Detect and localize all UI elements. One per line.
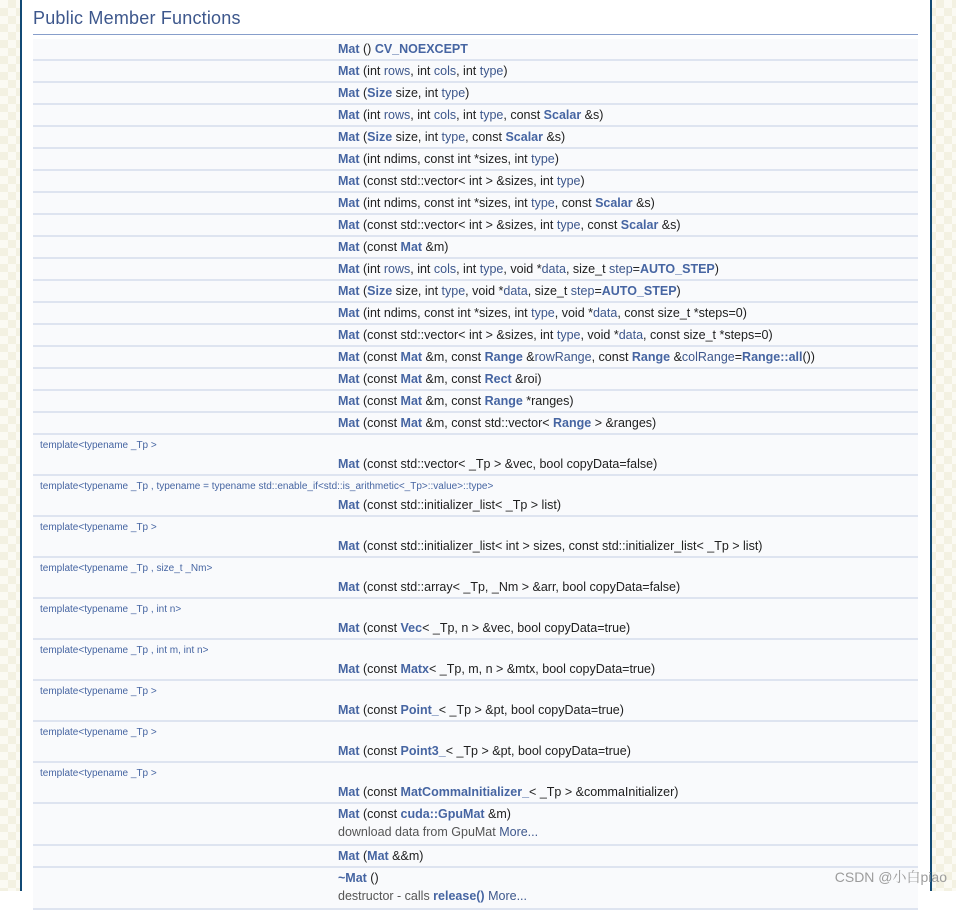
class-link[interactable]: Range — [484, 394, 523, 408]
member-function-row — [33, 804, 918, 824]
member-description-row — [33, 824, 918, 844]
return-type-cell — [33, 577, 334, 597]
signature-text: = — [594, 284, 602, 298]
member-link[interactable]: data — [618, 328, 644, 342]
signature-text: , int — [456, 108, 480, 122]
return-type-cell — [33, 391, 334, 411]
class-link[interactable]: Mat — [338, 703, 360, 717]
member-function-row — [33, 127, 918, 147]
signature-cell — [334, 237, 918, 257]
member-link[interactable]: type — [556, 218, 581, 232]
member-table-body — [33, 39, 918, 910]
return-type-cell — [33, 149, 334, 169]
member-link[interactable]: rowRange — [534, 350, 592, 364]
description-spacer-cell — [33, 824, 334, 844]
signature-text: , int — [456, 64, 480, 78]
signature-text: ) — [714, 262, 719, 276]
class-link[interactable]: Scalar — [620, 218, 659, 232]
class-link[interactable]: Mat — [400, 350, 423, 364]
member-function-row — [33, 149, 918, 169]
class-link[interactable]: Mat — [338, 152, 360, 166]
class-link[interactable]: Mat — [338, 196, 360, 210]
member-function-row — [33, 325, 918, 345]
signature-cell — [334, 659, 918, 679]
member-function-row — [33, 741, 918, 761]
class-link[interactable]: Mat — [338, 849, 360, 863]
class-link[interactable]: Mat — [338, 64, 360, 78]
member-link[interactable]: type — [556, 174, 581, 188]
signature-text: , int — [410, 262, 434, 276]
class-link[interactable]: Mat — [338, 306, 360, 320]
signature-cell — [334, 325, 918, 345]
class-link[interactable]: release() — [433, 889, 485, 903]
signature-text: &m) — [422, 240, 449, 254]
signature-text: , const — [591, 350, 632, 364]
member-function-row — [33, 868, 918, 888]
signature-cell — [334, 105, 918, 125]
template-params-row — [33, 722, 918, 741]
class-link[interactable]: Range — [631, 350, 671, 364]
class-link[interactable]: Point3_ — [400, 744, 446, 758]
class-link[interactable]: Matx — [400, 662, 430, 676]
signature-text: (const std::vector< int > &sizes, int — [359, 328, 557, 342]
class-link[interactable]: Mat — [400, 240, 423, 254]
class-link[interactable]: Mat — [338, 350, 360, 364]
member-link[interactable]: cols — [433, 64, 457, 78]
class-link[interactable]: Mat — [338, 328, 360, 342]
member-link[interactable]: type — [441, 284, 466, 298]
class-link[interactable]: Size — [367, 86, 393, 100]
signature-text: &m, const — [422, 394, 485, 408]
class-link[interactable]: Mat — [338, 240, 360, 254]
class-link[interactable]: CV_NOEXCEPT — [374, 42, 468, 56]
signature-cell — [334, 868, 918, 888]
signature-text: ) — [503, 64, 508, 78]
signature-text: ) — [580, 174, 585, 188]
signature-text: &&m) — [388, 849, 424, 863]
signature-cell — [334, 127, 918, 147]
signature-text: , const — [465, 130, 506, 144]
signature-text: (const — [359, 621, 401, 635]
return-type-cell — [33, 618, 334, 638]
signature-text: () — [359, 42, 375, 56]
signature-text: , const size_t *steps=0) — [617, 306, 747, 320]
signature-cell — [334, 495, 918, 515]
signature-text: , const — [554, 196, 596, 210]
template-params-text: template<typename _Tp , int m, int n> — [33, 640, 918, 659]
member-function-row — [33, 83, 918, 103]
signature-text: (int ndims, const int *sizes, int — [359, 196, 532, 210]
member-function-row — [33, 700, 918, 720]
class-link[interactable]: Mat — [338, 262, 360, 276]
signature-cell — [334, 577, 918, 597]
class-link[interactable]: Rect — [484, 372, 512, 386]
class-link[interactable]: Mat — [338, 580, 360, 594]
return-type-cell — [33, 454, 334, 474]
return-type-cell — [33, 325, 334, 345]
return-type-cell — [33, 659, 334, 679]
member-link[interactable]: type — [479, 108, 504, 122]
signature-text: (const std::vector< int > &sizes, int — [359, 174, 557, 188]
return-type-cell — [33, 700, 334, 720]
signature-text: (int ndims, const int *sizes, int — [359, 306, 532, 320]
signature-cell — [334, 83, 918, 103]
template-params-text: template<typename _Tp > — [33, 763, 918, 782]
signature-text: (const — [359, 240, 401, 254]
signature-cell — [334, 700, 918, 720]
member-link[interactable]: type — [441, 130, 466, 144]
class-link[interactable]: Mat — [338, 621, 360, 635]
member-function-row — [33, 618, 918, 638]
return-type-cell — [33, 39, 334, 59]
return-type-cell — [33, 804, 334, 824]
member-function-row — [33, 39, 918, 59]
signature-text: , const — [580, 218, 621, 232]
signature-text: < _Tp > &pt, bool copyData=true) — [438, 703, 624, 717]
member-link[interactable]: type — [531, 196, 555, 210]
member-function-row — [33, 782, 918, 802]
description-spacer-cell — [33, 888, 334, 908]
signature-cell — [334, 536, 918, 556]
template-params-row — [33, 599, 918, 618]
template-params-text: template<typename _Tp , int n> — [33, 599, 918, 618]
class-link[interactable]: Size — [367, 130, 393, 144]
signature-text: &s) — [542, 130, 566, 144]
class-link[interactable]: Vec — [400, 621, 423, 635]
return-type-cell — [33, 868, 334, 888]
class-link[interactable]: Mat — [338, 539, 360, 553]
template-params-row — [33, 558, 918, 577]
signature-cell — [334, 369, 918, 389]
class-link[interactable]: Mat — [338, 218, 360, 232]
return-type-cell — [33, 215, 334, 235]
member-link[interactable]: step — [609, 262, 633, 276]
signature-text: size, int — [392, 86, 442, 100]
signature-text: (int — [359, 108, 384, 122]
signature-text: & — [522, 350, 535, 364]
class-link[interactable]: cuda::GpuMat — [400, 807, 485, 821]
member-link[interactable]: type — [479, 64, 504, 78]
signature-text: (const — [359, 703, 401, 717]
member-link[interactable]: data — [541, 262, 566, 276]
signature-text: &s) — [632, 196, 655, 210]
signature-cell — [334, 347, 918, 367]
signature-cell — [334, 618, 918, 638]
signature-text: (const — [359, 807, 401, 821]
signature-cell — [334, 804, 918, 824]
return-type-cell — [33, 171, 334, 191]
member-function-row — [33, 659, 918, 679]
class-link[interactable]: Mat — [338, 86, 360, 100]
signature-text: &m, const std::vector< — [422, 416, 554, 430]
signature-cell — [334, 215, 918, 235]
signature-text: = — [632, 262, 640, 276]
signature-text: ( — [359, 284, 368, 298]
return-type-cell — [33, 413, 334, 433]
template-params-text: template<typename _Tp > — [33, 681, 918, 700]
template-params-row — [33, 517, 918, 536]
description-cell — [334, 888, 918, 908]
signature-text: = — [734, 350, 743, 364]
signature-text: &roi) — [511, 372, 542, 386]
class-link[interactable]: Mat — [367, 849, 389, 863]
signature-text: (const — [359, 785, 401, 799]
class-link[interactable]: Mat — [338, 394, 360, 408]
member-function-row — [33, 105, 918, 125]
member-function-row — [33, 495, 918, 515]
signature-text: (const std::initializer_list< int > sizes, const std::initializer_list< _Tp > list) — [359, 539, 763, 553]
signature-text: , void * — [503, 262, 542, 276]
signature-text: (const — [359, 394, 401, 408]
signature-text: &m, const — [422, 350, 485, 364]
member-link[interactable]: colRange — [681, 350, 735, 364]
signature-text: destructor - calls — [338, 889, 434, 903]
signature-cell — [334, 171, 918, 191]
signature-text: (const std::vector< int > &sizes, int — [359, 218, 557, 232]
signature-text: ) — [465, 86, 470, 100]
return-type-cell — [33, 846, 334, 866]
member-function-row — [33, 237, 918, 257]
signature-cell — [334, 413, 918, 433]
class-link[interactable]: Mat — [338, 807, 360, 821]
signature-text: , size_t — [527, 284, 571, 298]
signature-text: (int — [359, 262, 384, 276]
template-params-row — [33, 435, 918, 454]
signature-text: (const — [359, 350, 401, 364]
return-type-cell — [33, 127, 334, 147]
class-link[interactable]: AUTO_STEP — [601, 284, 677, 298]
signature-text: < _Tp, m, n > &mtx, bool copyData=true) — [429, 662, 656, 676]
class-link[interactable]: Mat — [338, 457, 360, 471]
class-link[interactable]: ~Mat — [338, 871, 367, 885]
member-link[interactable]: rows — [383, 262, 411, 276]
member-function-row — [33, 259, 918, 279]
signature-cell — [334, 259, 918, 279]
class-link[interactable]: Mat — [338, 662, 360, 676]
class-link[interactable]: Mat — [338, 42, 360, 56]
doc-content-panel — [20, 0, 932, 903]
signature-text: ()) — [802, 350, 815, 364]
class-link[interactable]: Range::all — [742, 350, 803, 364]
return-type-cell — [33, 105, 334, 125]
signature-text: &m, const — [422, 372, 485, 386]
signature-text: &m) — [484, 807, 511, 821]
class-link[interactable]: Mat — [400, 416, 423, 430]
signature-text: , int — [410, 64, 434, 78]
return-type-cell — [33, 536, 334, 556]
signature-cell — [334, 846, 918, 866]
signature-text: ( — [359, 849, 368, 863]
member-link[interactable]: rows — [383, 108, 411, 122]
class-link[interactable]: Point_ — [400, 703, 439, 717]
return-type-cell — [33, 193, 334, 213]
signature-text: , const size_t *steps=0) — [643, 328, 773, 342]
signature-text: , void * — [580, 328, 619, 342]
return-type-cell — [33, 495, 334, 515]
description-cell — [334, 824, 918, 844]
signature-text: (const — [359, 744, 401, 758]
member-function-row — [33, 391, 918, 411]
return-type-cell — [33, 237, 334, 257]
class-link[interactable]: Mat — [338, 744, 360, 758]
member-function-row — [33, 303, 918, 323]
member-function-row — [33, 536, 918, 556]
member-link[interactable]: rows — [383, 64, 411, 78]
template-params-text: template<typename _Tp > — [33, 722, 918, 741]
signature-text: (const — [359, 662, 401, 676]
member-function-row — [33, 846, 918, 866]
signature-text: > &ranges) — [591, 416, 657, 430]
class-link[interactable]: Mat — [338, 498, 360, 512]
member-link[interactable]: type — [479, 262, 504, 276]
watermark: CSDN @小白piao — [834, 869, 947, 885]
signature-text: , size_t — [565, 262, 610, 276]
return-type-cell — [33, 259, 334, 279]
signature-text: < _Tp, n > &vec, bool copyData=true) — [422, 621, 631, 635]
signature-cell — [334, 454, 918, 474]
member-link[interactable]: type — [531, 306, 555, 320]
member-link[interactable]: step — [570, 284, 595, 298]
signature-text: , const — [503, 108, 544, 122]
signature-text: , int — [456, 262, 480, 276]
signature-text: download data from GpuMat — [338, 825, 500, 839]
signature-text: < _Tp > &pt, bool copyData=true) — [445, 744, 631, 758]
member-function-row — [33, 171, 918, 191]
member-function-row — [33, 347, 918, 367]
template-params-text: template<typename _Tp , typename = typename std::enable_if<std::is_arithmetic<_Tp>::value>::type> — [33, 476, 918, 495]
signature-cell — [334, 303, 918, 323]
class-link[interactable]: Mat — [338, 372, 360, 386]
signature-text: ( — [359, 130, 368, 144]
template-params-row — [33, 681, 918, 700]
member-link[interactable]: cols — [433, 108, 457, 122]
class-link[interactable]: Scalar — [595, 196, 633, 210]
member-function-row — [33, 215, 918, 235]
return-type-cell — [33, 347, 334, 367]
member-function-row — [33, 577, 918, 597]
signature-text: (const std::vector< _Tp > &vec, bool copyData=false) — [359, 457, 658, 471]
signature-text: size, int — [392, 130, 442, 144]
member-link[interactable]: type — [556, 328, 581, 342]
signature-text: ) — [676, 284, 681, 298]
member-function-row — [33, 413, 918, 433]
signature-text: (const — [359, 372, 401, 386]
class-link[interactable]: Scalar — [505, 130, 543, 144]
signature-cell — [334, 149, 918, 169]
signature-text: &s) — [658, 218, 681, 232]
signature-text: , int — [410, 108, 434, 122]
return-type-cell — [33, 281, 334, 301]
signature-text: (const std::initializer_list< _Tp > list) — [359, 498, 561, 512]
signature-text: () — [366, 871, 379, 885]
class-link[interactable]: Size — [367, 284, 393, 298]
class-link[interactable]: Scalar — [543, 108, 582, 122]
member-functions-table — [33, 39, 918, 910]
return-type-cell — [33, 303, 334, 323]
class-link[interactable]: Mat — [338, 108, 360, 122]
signature-cell — [334, 741, 918, 761]
signature-text: < _Tp > &commaInitializer) — [529, 785, 679, 799]
member-link[interactable]: data — [503, 284, 528, 298]
signature-text: (const std::array< _Tp, _Nm > &arr, bool copyData=false) — [359, 580, 681, 594]
signature-text: , void * — [554, 306, 593, 320]
signature-cell — [334, 782, 918, 802]
signature-text: (const — [359, 416, 401, 430]
section-heading: Public Member Functions — [33, 8, 918, 35]
member-function-row — [33, 369, 918, 389]
template-params-row — [33, 763, 918, 782]
more-link[interactable]: More... — [499, 825, 539, 839]
return-type-cell — [33, 83, 334, 103]
signature-cell — [334, 193, 918, 213]
class-link[interactable]: Mat — [338, 174, 360, 188]
signature-text: size, int — [392, 284, 442, 298]
signature-cell — [334, 61, 918, 81]
signature-text: *ranges) — [522, 394, 574, 408]
member-link[interactable]: type — [531, 152, 555, 166]
member-function-row — [33, 61, 918, 81]
signature-text: ) — [554, 152, 559, 166]
class-link[interactable]: Range — [553, 416, 592, 430]
class-link[interactable]: Mat — [338, 130, 360, 144]
more-link[interactable]: More... — [488, 889, 527, 903]
class-link[interactable]: Mat — [338, 785, 360, 799]
class-link[interactable]: AUTO_STEP — [639, 262, 715, 276]
return-type-cell — [33, 369, 334, 389]
member-function-row — [33, 454, 918, 474]
signature-cell — [334, 391, 918, 411]
class-link[interactable]: Mat — [400, 394, 423, 408]
signature-text: &s) — [581, 108, 604, 122]
template-params-row — [33, 640, 918, 659]
class-link[interactable]: Range — [484, 350, 523, 364]
member-link[interactable]: data — [592, 306, 618, 320]
member-link[interactable]: cols — [433, 262, 457, 276]
signature-text: & — [670, 350, 682, 364]
signature-text: (int — [359, 64, 384, 78]
signature-text: , void * — [465, 284, 504, 298]
return-type-cell — [33, 61, 334, 81]
class-link[interactable]: Mat — [400, 372, 423, 386]
signature-text: ( — [359, 86, 368, 100]
return-type-cell — [33, 741, 334, 761]
member-function-row — [33, 193, 918, 213]
class-link[interactable]: Mat — [338, 284, 360, 298]
template-params-text: template<typename _Tp , size_t _Nm> — [33, 558, 918, 577]
member-link[interactable]: type — [441, 86, 466, 100]
signature-text: (int ndims, const int *sizes, int — [359, 152, 532, 166]
template-params-text: template<typename _Tp > — [33, 435, 918, 454]
member-description-row — [33, 888, 918, 908]
member-function-row — [33, 281, 918, 301]
signature-cell — [334, 281, 918, 301]
return-type-cell — [33, 782, 334, 802]
signature-cell — [334, 39, 918, 59]
template-params-row — [33, 476, 918, 495]
class-link[interactable]: MatCommaInitializer_ — [400, 785, 530, 799]
class-link[interactable]: Mat — [338, 416, 360, 430]
template-params-text: template<typename _Tp > — [33, 517, 918, 536]
